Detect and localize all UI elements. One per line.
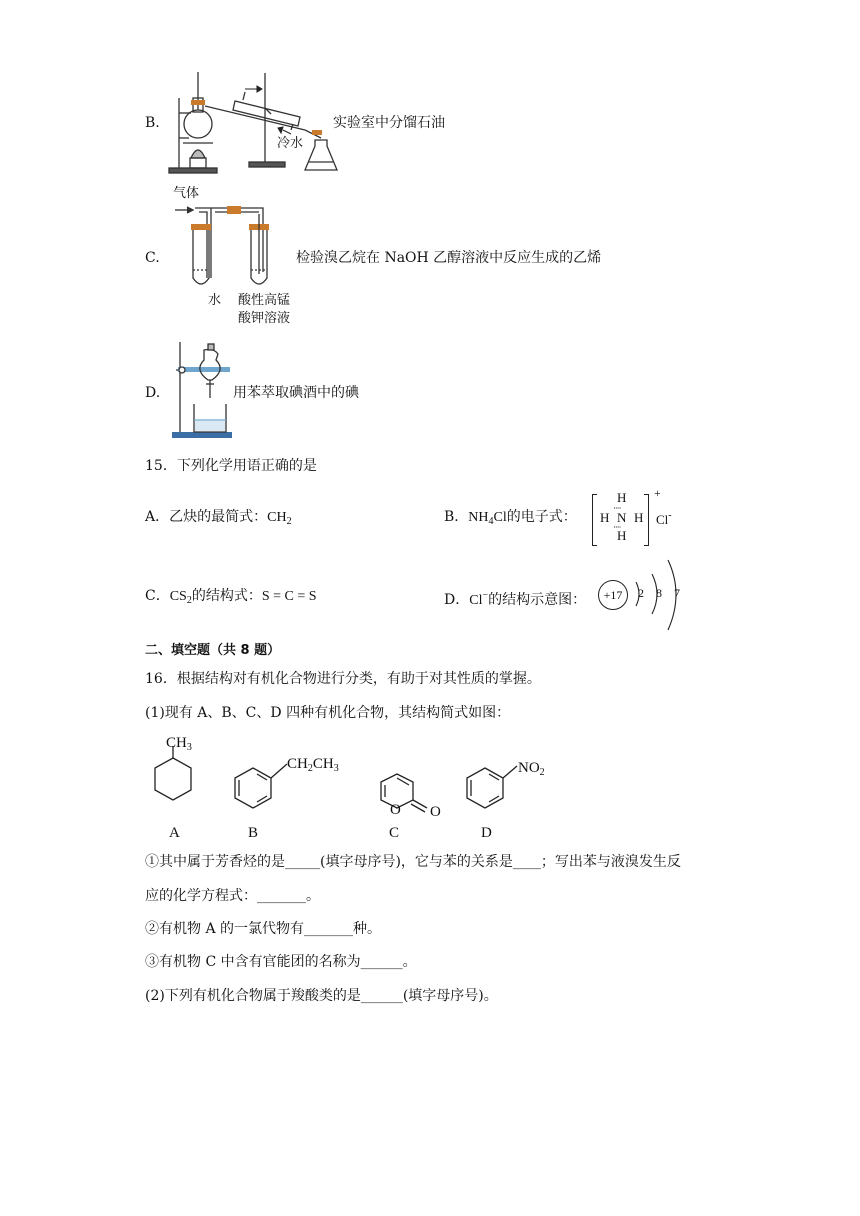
electron-dots: ⋅⋅⋅⋅ [613,503,621,513]
q15-a-text: A．乙炔的最简式： [145,509,268,525]
ch-a: CH [166,735,187,751]
q15-stem: 15．下列化学用语正确的是 [145,458,317,474]
q15-b-cl: Cl [493,510,507,525]
q16-part2: (2)下列有机化合物属于羧酸类的是______(填字母序号)。 [145,988,498,1004]
tube2-label-line2: 酸钾溶液 [238,311,291,326]
q16-part1: (1)现有 A、B、C、D 四种有机化合物，其结构简式如图： [145,705,511,721]
chloride-anion [656,510,672,528]
molecule-a-label: A [169,825,180,841]
ch3-b: CH [312,756,334,772]
q16-sub1-line1: ①其中属于芳香烃的是_____(填字母序号)，它与苯的关系是____；写出苯与液溴发生反 [145,854,681,870]
cyclohexane-ring [155,758,191,800]
molecule-c-label: C [389,825,400,841]
q15-d-suffix: 的结构示意图： [488,592,587,608]
section-heading: 二、填空题（共 8 题） [145,643,281,658]
q15-d-ion: Cl [469,593,483,608]
molecule-d-label: D [481,825,492,841]
molecules-figure [145,730,565,840]
shell-3-electrons: 7 [674,586,680,600]
ch-a-sub: 3 [186,742,192,753]
q15-option-a [145,508,292,531]
q16-stem: 16．根据结构对有机化合物进行分类，有助于对其性质的掌握。 [145,671,541,687]
ch2-b: CH [287,756,308,772]
h-left: H [600,510,610,525]
ch3-b-sub: 3 [333,763,339,774]
molecule-b-group [287,755,339,778]
tube2-label-line1: 酸性高锰 [238,293,291,308]
molecule-b-label: B [248,825,259,841]
q15-b-prefix: B． [444,509,469,525]
q15-c-structure: S = C = S [261,589,317,604]
ch2-b-sub: 2 [307,763,313,774]
q15-b-suffix: 的电子式： [506,509,577,525]
no2-d-sub: 2 [539,767,545,778]
plus-charge: + [654,486,661,500]
cl-ion-structure-diagram [598,556,688,636]
chloride-symbol: Cl [656,512,669,527]
q16-sub1-line2: 应的化学方程式：_______。 [145,888,320,904]
h-right: H [634,510,644,525]
separatory-funnel-figure [168,340,238,440]
h-bottom: H [617,528,627,543]
benzene-ring-d [467,768,503,808]
option-d-letter: D. [145,385,161,401]
option-c-caption: 检验溴乙烷在 NaOH 乙醇溶液中反应生成的乙烯 [296,250,602,266]
gas-label: 气体 [173,186,200,201]
option-b-letter: B. [145,115,160,131]
chloride-minus: - [668,510,672,521]
n-center: N [617,510,627,525]
q15-option-c [145,587,317,610]
cold-water-label: 冷水 [277,136,304,151]
gas-test-tubes-figure [175,200,275,290]
option-c-letter: C. [145,250,160,266]
q15-a-formula-main: CH [267,510,287,525]
molecule-a-group [166,734,192,757]
q15-d-ion-sup: − [482,590,489,601]
q15-a-formula [267,510,291,525]
q15-option-b [444,508,577,531]
tube1-water-label: 水 [208,293,222,308]
q15-c-cs: CS [169,589,187,604]
q15-c-prefix: C． [145,588,170,604]
q15-b-nh-sub: 4 [488,516,494,527]
no2-d: NO [518,760,540,776]
q15-option-d [444,587,586,610]
option-d-caption: 用苯萃取碘酒中的碘 [233,385,359,401]
shell-2-electrons: 8 [656,586,662,600]
shell-1-electrons: 2 [638,586,644,600]
q15-c-cs-sub: 2 [186,595,192,606]
molecule-c-carbonyl-o: O [430,804,441,820]
q15-c-suffix: 的结构式： [191,588,262,604]
nucleus-charge: +17 [603,588,623,602]
q16-sub2: ②有机物 A 的一氯代物有_______种。 [145,921,382,937]
molecule-c-ring-o: O [390,802,401,818]
h-top: H [617,490,627,505]
benzene-ring-b [235,768,271,808]
q15-b-nh: NH [468,510,489,525]
q15-d-prefix: D． [444,592,470,608]
molecule-d-group [518,759,545,782]
option-b-caption: 实验室中分馏石油 [333,115,445,131]
q16-sub3: ③有机物 C 中含有官能团的名称为______。 [145,954,417,970]
nh4cl-electron-formula: H H N H H ⋅⋅⋅⋅ ⋅⋅⋅⋅ + Cl- [592,488,692,548]
q15-a-formula-sub: 2 [286,516,292,527]
